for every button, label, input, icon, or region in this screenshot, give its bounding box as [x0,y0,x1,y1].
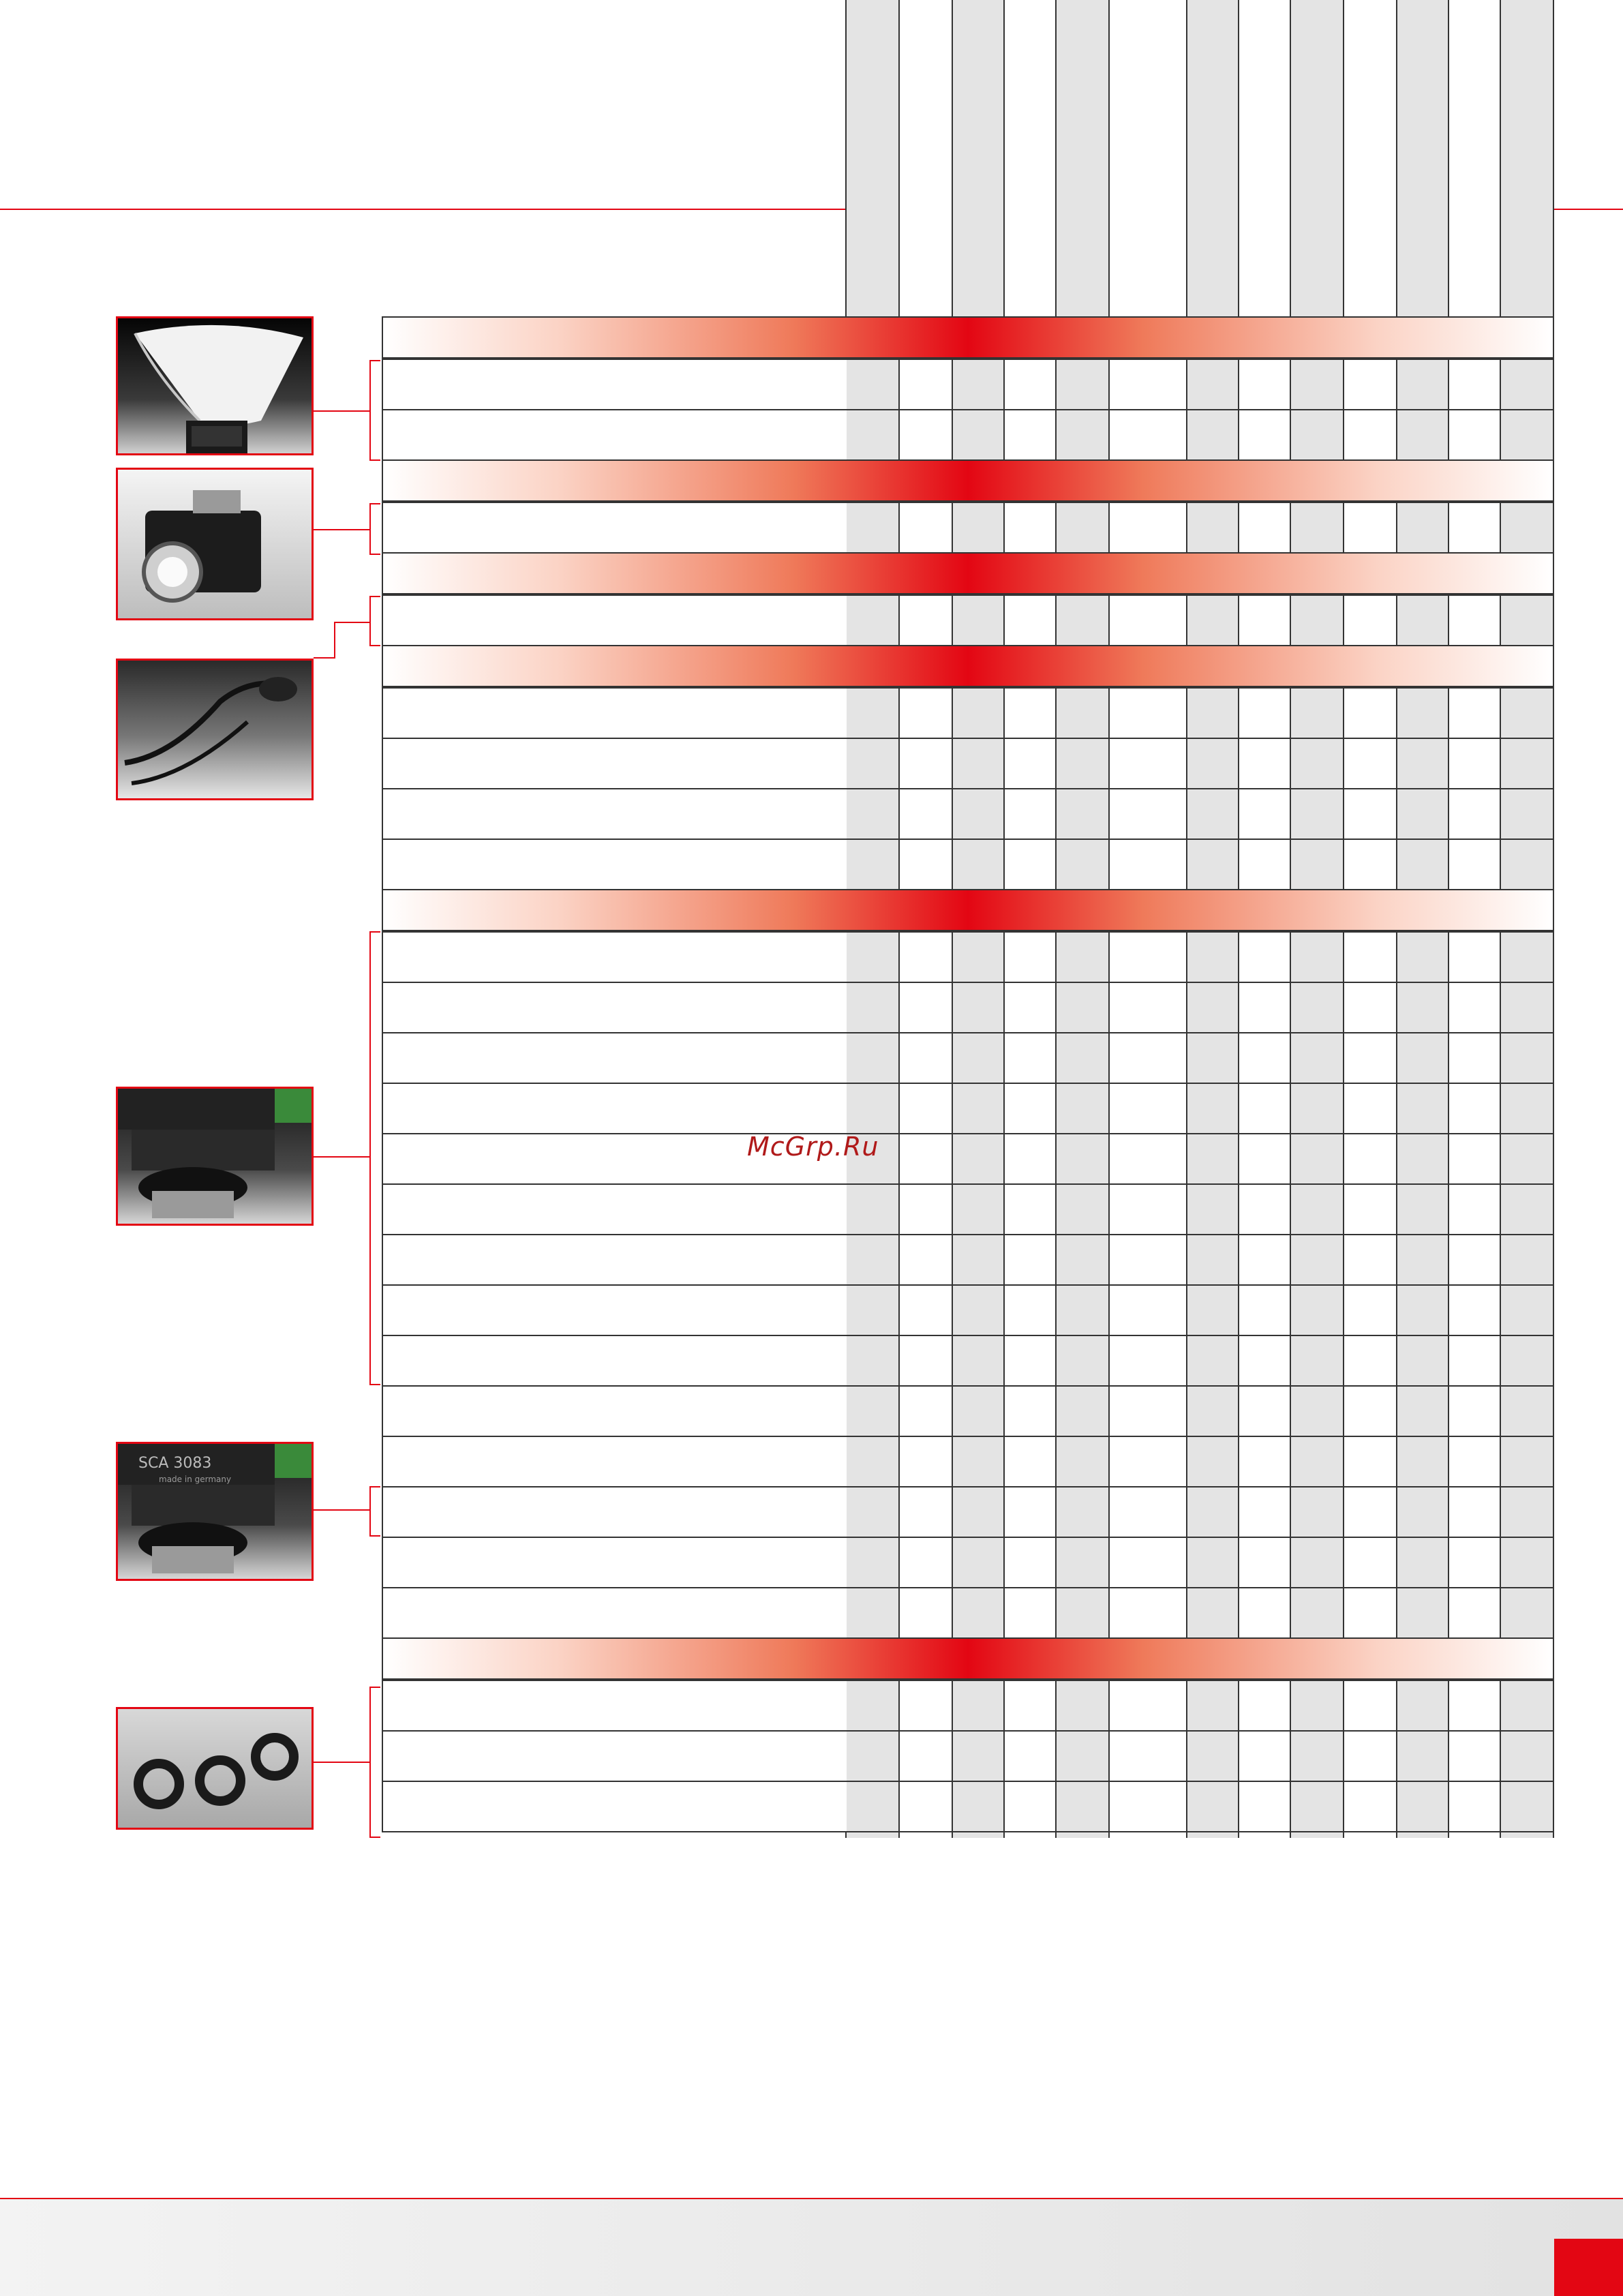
row-label-cell [382,1436,847,1486]
row-divider [382,1032,1554,1033]
flash-cord-image [118,661,314,800]
row-divider [382,788,1554,789]
bracket-sca-adapter [369,931,380,1385]
row-label-cell [382,1335,847,1385]
category-band [382,459,1554,502]
row-label-cell [382,1486,847,1537]
category-band [382,1637,1554,1680]
connector-flash-cord-foot [314,657,335,659]
row-label-cell [382,1234,847,1284]
product-photo-flash-cord [116,659,314,800]
sca-adapter-image [118,1089,314,1226]
row-label-cell [382,1680,847,1730]
product-photo-sca-adapter-3083 [116,1442,314,1581]
row-label-cell [382,1284,847,1335]
row-divider [382,1680,1554,1681]
flash-unit-image [118,470,314,620]
row-divider [382,1781,1554,1782]
row-label-cell [382,409,847,459]
row-label-cell [382,1730,847,1781]
row-divider [382,1183,1554,1185]
adapter-rings-image [118,1709,314,1830]
row-divider [382,687,1554,689]
product-photo-diffuser [116,316,314,455]
row-label-cell [382,788,847,839]
svg-text:made in germany: made in germany [159,1475,232,1484]
row-divider [382,1831,1554,1832]
bracket-sca-adapter-3083 [369,1486,380,1537]
row-label-cell [382,982,847,1032]
product-photo-flash-unit [116,468,314,620]
row-divider [382,1436,1554,1437]
row-label-cell [382,502,847,552]
row-divider [382,839,1554,840]
row-divider [382,738,1554,739]
row-label-cell [382,1183,847,1234]
bracket-flash-cord [369,596,380,646]
row-label-cell [382,1385,847,1436]
footer-accent-square [1554,2239,1623,2296]
category-band [382,645,1554,687]
row-label-cell [382,839,847,889]
connector-diffuser [314,410,369,412]
connector-sca-adapter [314,1156,369,1158]
row-divider [382,409,1554,410]
row-divider [382,1284,1554,1286]
row-label-cell [382,1781,847,1831]
row-divider [382,1486,1554,1487]
product-photo-sca-adapter [116,1087,314,1226]
row-divider [382,359,1554,360]
bracket-adapter-rings [369,1687,380,1838]
row-divider [382,1234,1554,1235]
row-divider [382,1385,1554,1387]
row-divider [382,1335,1554,1336]
row-label-cell [382,931,847,982]
row-divider [382,982,1554,983]
bracket-diffuser [369,360,380,461]
header-rule-right [1553,209,1623,210]
page-footer [0,2198,1623,2296]
row-label-cell [382,1537,847,1587]
row-divider [382,502,1554,503]
category-band [382,889,1554,931]
sca-adapter-3083-image [118,1444,314,1581]
row-divider [382,931,1554,933]
row-label-cell [382,738,847,788]
connector-flash-cord [334,622,369,659]
category-band [382,316,1554,359]
row-divider [382,594,1554,596]
row-divider [382,1133,1554,1134]
connector-adapter-rings [314,1762,369,1763]
watermark-text: McGrp.Ru [747,1132,879,1162]
row-divider [382,1730,1554,1732]
row-label-cell [382,1032,847,1083]
svg-text:SCA 3083: SCA 3083 [138,1455,212,1472]
diffuser-image [118,318,314,455]
header-rule-left [0,209,845,210]
row-divider [382,1587,1554,1588]
row-label-cell [382,594,847,645]
row-label-cell [382,359,847,409]
row-label-cell [382,1587,847,1637]
connector-sca-adapter-3083 [314,1509,369,1511]
row-label-cell [382,687,847,738]
bracket-flash-unit [369,503,380,555]
category-band [382,552,1554,594]
row-divider [382,1083,1554,1084]
connector-flash-unit [314,529,369,530]
row-divider [382,1537,1554,1538]
row-label-cell [382,1083,847,1133]
product-photo-adapter-rings [116,1707,314,1830]
